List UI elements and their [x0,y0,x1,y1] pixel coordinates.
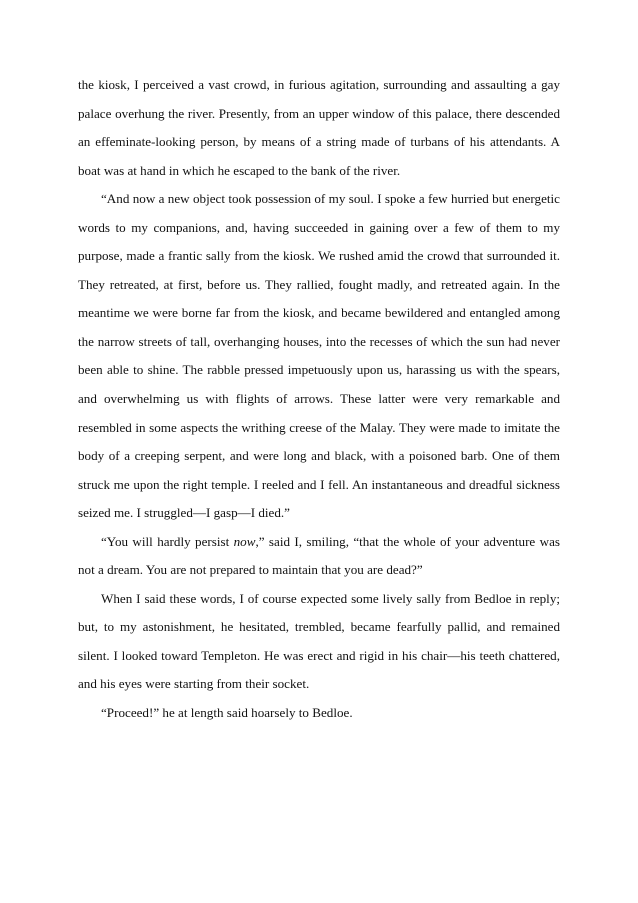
paragraph-text: ,” said I, smiling, “that the whole of your adventure was not a dream. You are not prepared to maintain that you are dead?” [78,533,560,578]
paragraph: When I said these words, I of course expected some lively sally from Bedloe in reply; but, to my astonishment, he hesitated, trembled, became fearfully pallid, and remained silent. I looked toward Templeton. He was erect and rigid in his chair—his teeth chattered, and his eyes were starting from their socket. [78,590,560,692]
emphasized-word: now [233,533,256,549]
paragraph-text: “You will hardly persist [101,533,234,549]
body-text [78,71,560,728]
paragraph: “Proceed!” he at length said hoarsely to Bedloe. [101,705,353,721]
paragraph: the kiosk, I perceived a vast crowd, in furious agitation, surrounding and assaulting a gay palace overhung the river. Presently, from an upper window of this palace, there descended an effeminate-looking person, by means of a string made of turbans of his attendants. A boat was at hand in which he escaped to the bank of the river. [78,77,560,178]
paragraph: “And now a new object took possession of my soul. I spoke a few hurried but energetic words to my companions, and, having succeeded in gaining over a few of them to my purpose, made a frantic sally from the kiosk. We rushed amid the crowd that surrounded it. They retreated, at first, before us. They rallied, fought madly, and retreated again. In the meantime we were borne far from the kiosk, and became bewildered and entangled among the narrow streets of tall, overhanging houses, into the recesses of which the sun had never been able to shine. The rabble pressed impetuously upon us, harassing us with the spears, and overwhelming us with flights of arrows. These latter were very remarkable and resembled in some aspects the writhing creese of the Malay. They were made to imitate the body of a creeping serpent, and were long and black, with a poisoned barb. One of them struck me upon the right temple. I reeled and I fell. An instantaneous and dreadful sickness seized me. I struggled—I gasp—I died.” [78,191,560,521]
paragraph [78,528,560,585]
